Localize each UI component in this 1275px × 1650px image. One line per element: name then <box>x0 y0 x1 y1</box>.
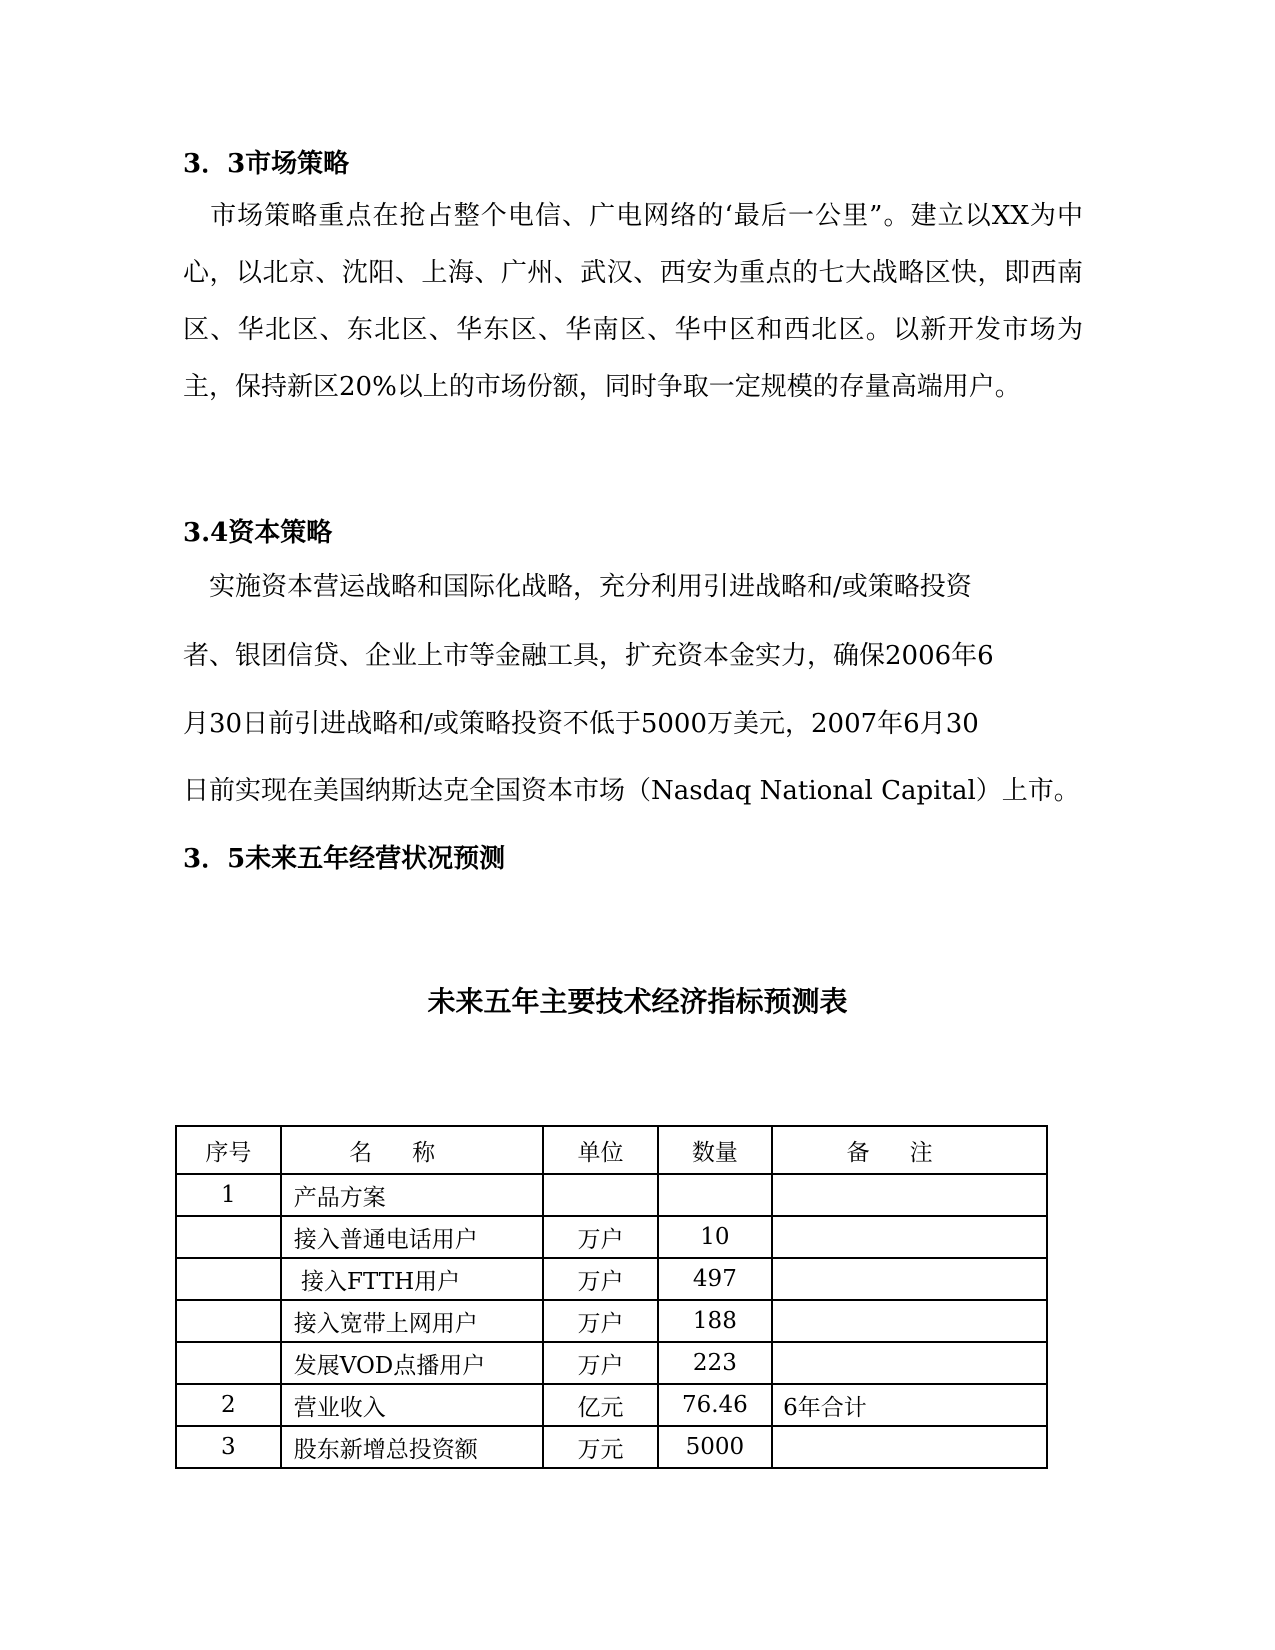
cell-no <box>176 1342 281 1384</box>
header-cell-note: 备注 <box>772 1126 1047 1174</box>
cell-name: 营业收入 <box>281 1384 544 1426</box>
cell-no <box>176 1258 281 1300</box>
cell-qty: 10 <box>658 1216 773 1258</box>
section-3-4-heading: 3.4资本策略 <box>183 518 333 548</box>
cell-name: 接入普通电话用户 <box>281 1216 544 1258</box>
table-header-row <box>176 1126 1047 1174</box>
cell-no <box>176 1216 281 1258</box>
header-cell-no: 序号 <box>176 1126 281 1174</box>
cell-no: 2 <box>176 1384 281 1426</box>
cell-qty: 5000 <box>658 1426 773 1468</box>
table-row <box>176 1300 1047 1342</box>
header-cell-name: 名称 <box>281 1126 544 1174</box>
cell-note <box>772 1426 1047 1468</box>
indicators-table <box>175 1125 1048 1469</box>
section-3-4-line: 者、银团信贷、企业上市等金融工具，扩充资本金实力，确保2006年6 <box>183 641 994 671</box>
table-row <box>176 1426 1047 1468</box>
cell-unit: 万户 <box>543 1258 657 1300</box>
table-row <box>176 1384 1047 1426</box>
cell-unit: 亿元 <box>543 1384 657 1426</box>
cell-note <box>772 1174 1047 1216</box>
section-3-4-line: 实施资本营运战略和国际化战略，充分利用引进战略和/或策略投资 <box>183 572 972 602</box>
cell-qty: 76.46 <box>658 1384 773 1426</box>
cell-qty: 188 <box>658 1300 773 1342</box>
cell-name: 股东新增总投资额 <box>281 1426 544 1468</box>
header-cell-qty: 数量 <box>658 1126 773 1174</box>
cell-name: 发展VOD点播用户 <box>281 1342 544 1384</box>
table-row <box>176 1342 1047 1384</box>
cell-no: 1 <box>176 1174 281 1216</box>
header-cell-unit: 单位 <box>543 1126 657 1174</box>
section-3-5-heading: 3．5未来五年经营状况预测 <box>183 844 506 874</box>
cell-unit: 万元 <box>543 1426 657 1468</box>
cell-name: 接入FTTH用户 <box>281 1258 544 1300</box>
cell-no <box>176 1300 281 1342</box>
table-title: 未来五年主要技术经济指标预测表 <box>427 985 848 1018</box>
cell-note <box>772 1342 1047 1384</box>
cell-note <box>772 1300 1047 1342</box>
cell-qty <box>658 1174 773 1216</box>
cell-name: 产品方案 <box>281 1174 544 1216</box>
cell-note <box>772 1258 1047 1300</box>
table-row <box>176 1258 1047 1300</box>
section-3-3-paragraph: 市场策略重点在抢占整个电信、广电网络的‘最后一公里”。建立以XX为中心，以北京、沈阳、上海、广州、武汉、西安为重点的七大战略区快，即西南区、华北区、东北区、华东区、华南区、华中区和西北区。以新开发市场为主，保持新区20%以上的市场份额，同时争取一定规模的存量高端用户。 <box>183 201 1083 402</box>
section-3-3-heading: 3．3市场策略 <box>183 149 350 179</box>
table-row <box>176 1174 1047 1216</box>
cell-qty: 497 <box>658 1258 773 1300</box>
cell-unit: 万户 <box>543 1300 657 1342</box>
cell-unit: 万户 <box>543 1342 657 1384</box>
section-3-4-line: 月30日前引进战略和/或策略投资不低于5000万美元，2007年6月30 <box>183 709 979 739</box>
cell-no: 3 <box>176 1426 281 1468</box>
cell-qty: 223 <box>658 1342 773 1384</box>
table-row <box>176 1216 1047 1258</box>
cell-unit <box>543 1174 657 1216</box>
cell-unit: 万户 <box>543 1216 657 1258</box>
cell-note <box>772 1216 1047 1258</box>
cell-name: 接入宽带上网用户 <box>281 1300 544 1342</box>
cell-note: 6年合计 <box>772 1384 1047 1426</box>
section-3-4-line: 日前实现在美国纳斯达克全国资本市场（Nasdaq National Capital）上市。 <box>183 776 1080 806</box>
